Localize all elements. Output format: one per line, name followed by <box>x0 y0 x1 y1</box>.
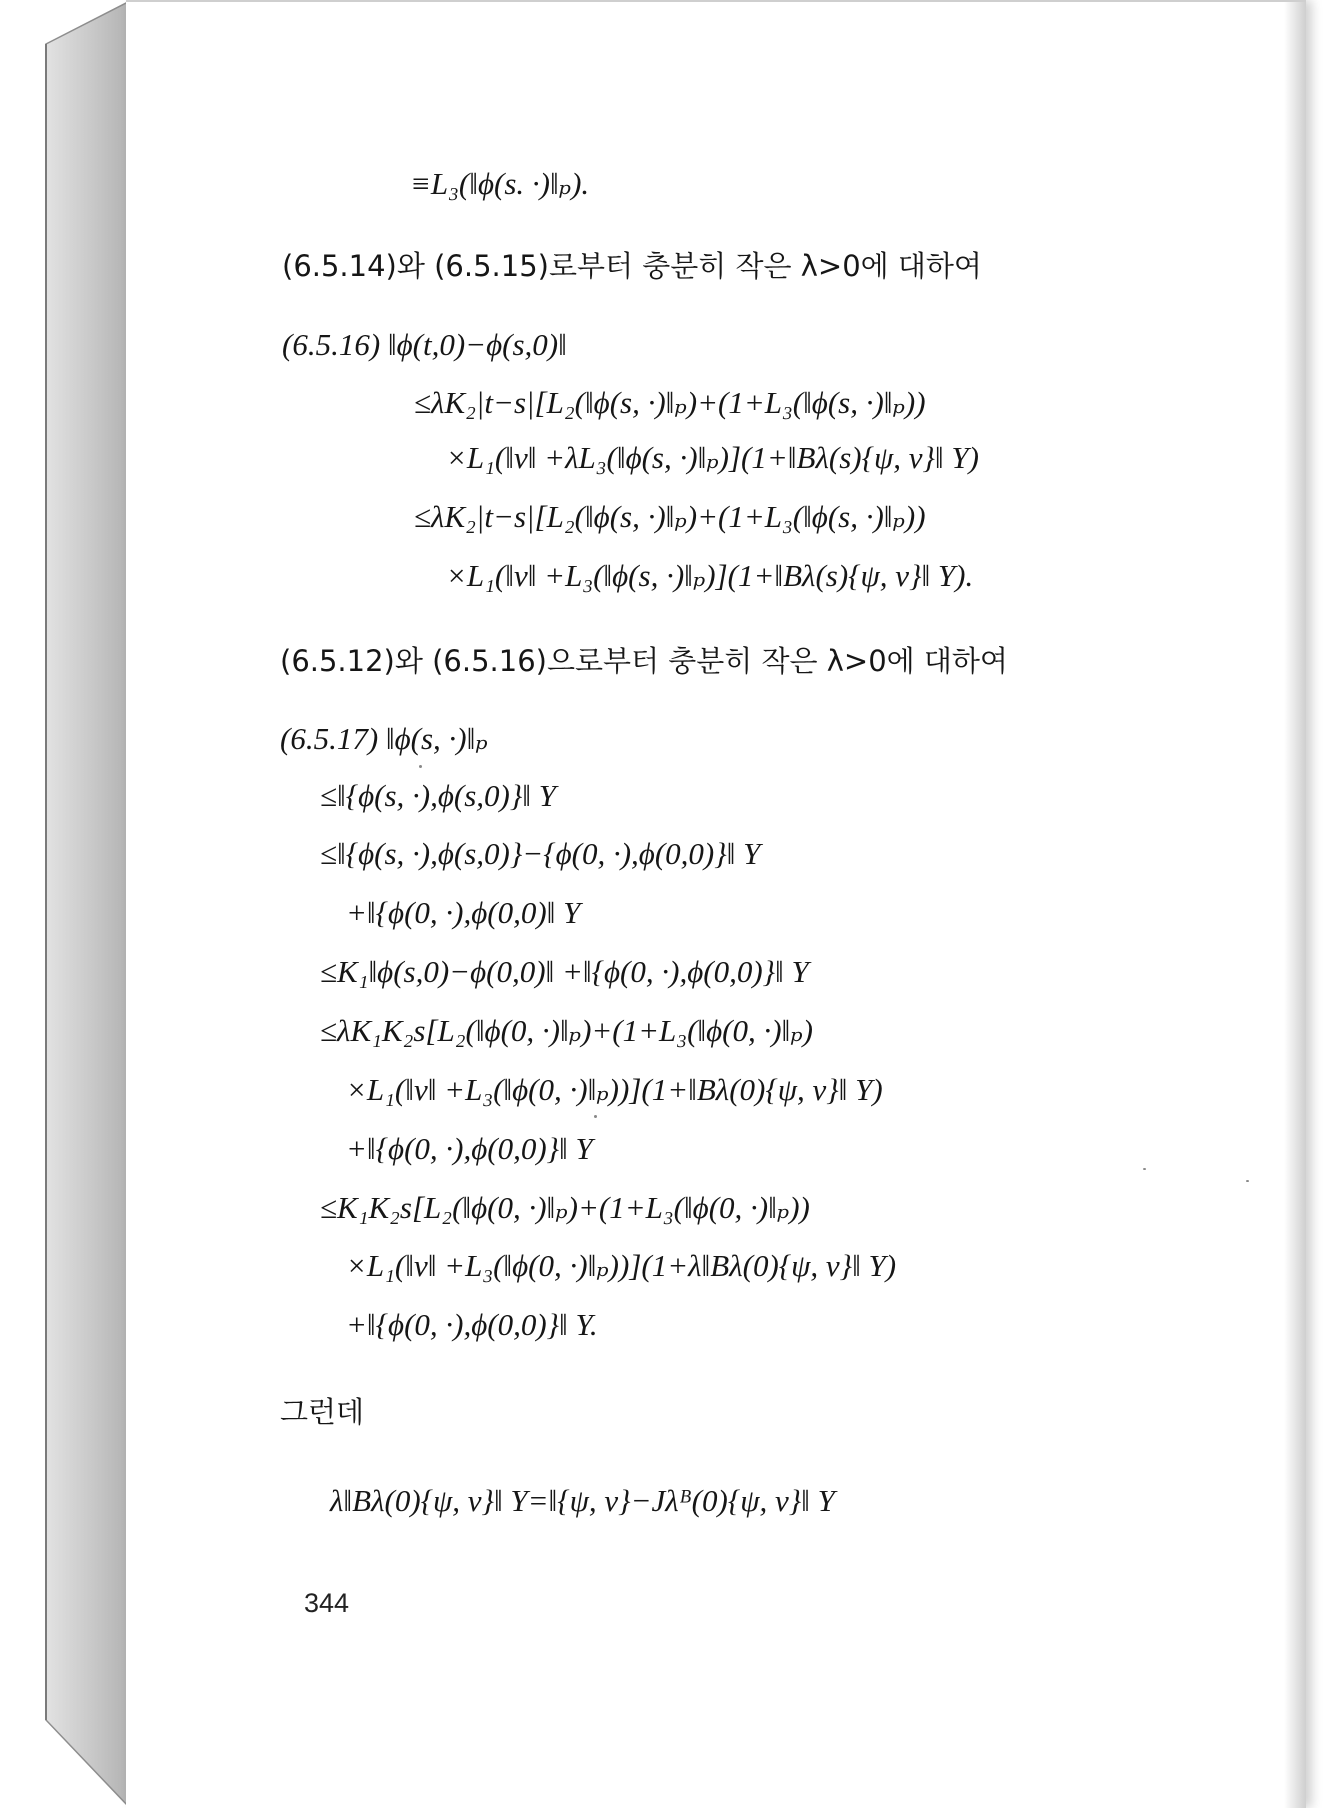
equation-line: ≤λK₁K₂s[L₂(‖ϕ(0, ·)‖ₚ)+(1+L₃(‖ϕ(0, ·)‖ₚ) <box>320 1013 813 1048</box>
equation-line: +‖{ϕ(0, ·),ϕ(0,0)}‖ Y <box>346 1131 593 1166</box>
equation-line: ≡L₃(‖ϕ(s. ·)‖ₚ). <box>410 166 590 201</box>
equation-line: ×L₁(‖v‖ +L₃(‖ϕ(s, ·)‖ₚ)](1+‖Bλ(s){ψ, v}‖ Y). <box>446 558 974 593</box>
equation-line: ≤K₁K₂s[L₂(‖ϕ(0, ·)‖ₚ)+(1+L₃(‖ϕ(0, ·)‖ₚ)) <box>320 1190 810 1225</box>
equation-label-line: (6.5.17) ‖ϕ(s, ·)‖ₚ <box>280 721 488 756</box>
scan-speck <box>1143 1168 1146 1170</box>
equation-line: λ‖Bλ(0){ψ, v}‖ Y=‖{ψ, v}−Jλᴮ(0){ψ, v}‖ Y <box>330 1483 835 1518</box>
book-spine <box>0 0 140 1806</box>
scan-speck <box>1246 1180 1249 1182</box>
equation-line: +‖{ϕ(0, ·),ϕ(0,0)‖ Y <box>346 895 581 930</box>
paragraph-text: 그런데 <box>280 1395 365 1429</box>
equation-line: ≤‖{ϕ(s, ·),ϕ(s,0)}‖ Y <box>320 778 556 813</box>
page-number: 344 <box>304 1588 350 1618</box>
equation-label-line: (6.5.16) ‖ϕ(t,0)−ϕ(s,0)‖ <box>282 327 567 362</box>
equation-line: ≤λK₂|t−s|[L₂(‖ϕ(s, ·)‖ₚ)+(1+L₃(‖ϕ(s, ·)‖ₚ)) <box>414 499 926 534</box>
equation-line: ×L₁(‖v‖ +λL₃(‖ϕ(s, ·)‖ₚ)](1+‖Bλ(s){ψ, v}‖ Y) <box>446 440 979 475</box>
equation-line: ×L₁(‖v‖ +L₃(‖ϕ(0, ·)‖ₚ))](1+‖Bλ(0){ψ, v}‖ Y) <box>346 1072 883 1107</box>
equation-line: ×L₁(‖v‖ +L₃(‖ϕ(0, ·)‖ₚ))](1+λ‖Bλ(0){ψ, v}‖ Y) <box>346 1248 897 1283</box>
equation-line: ≤K₁‖ϕ(s,0)−ϕ(0,0)‖ +‖{ϕ(0, ·),ϕ(0,0)}‖ Y <box>320 954 809 989</box>
paragraph-text: (6.5.12)와 (6.5.16)으로부터 충분히 작은 λ>0에 대하여 <box>280 644 1008 678</box>
equation-line: +‖{ϕ(0, ·),ϕ(0,0)}‖ Y. <box>346 1307 598 1342</box>
scan-speck <box>594 1115 597 1118</box>
page-edge-shadow <box>1284 2 1306 1808</box>
scan-speck <box>419 765 422 768</box>
paragraph-text: (6.5.14)와 (6.5.15)로부터 충분히 작은 λ>0에 대하여 <box>282 249 982 283</box>
equation-line: ≤‖{ϕ(s, ·),ϕ(s,0)}−{ϕ(0, ·),ϕ(0,0)}‖ Y <box>320 836 761 871</box>
equation-line: ≤λK₂|t−s|[L₂(‖ϕ(s, ·)‖ₚ)+(1+L₃(‖ϕ(s, ·)‖ₚ)) <box>414 385 926 420</box>
